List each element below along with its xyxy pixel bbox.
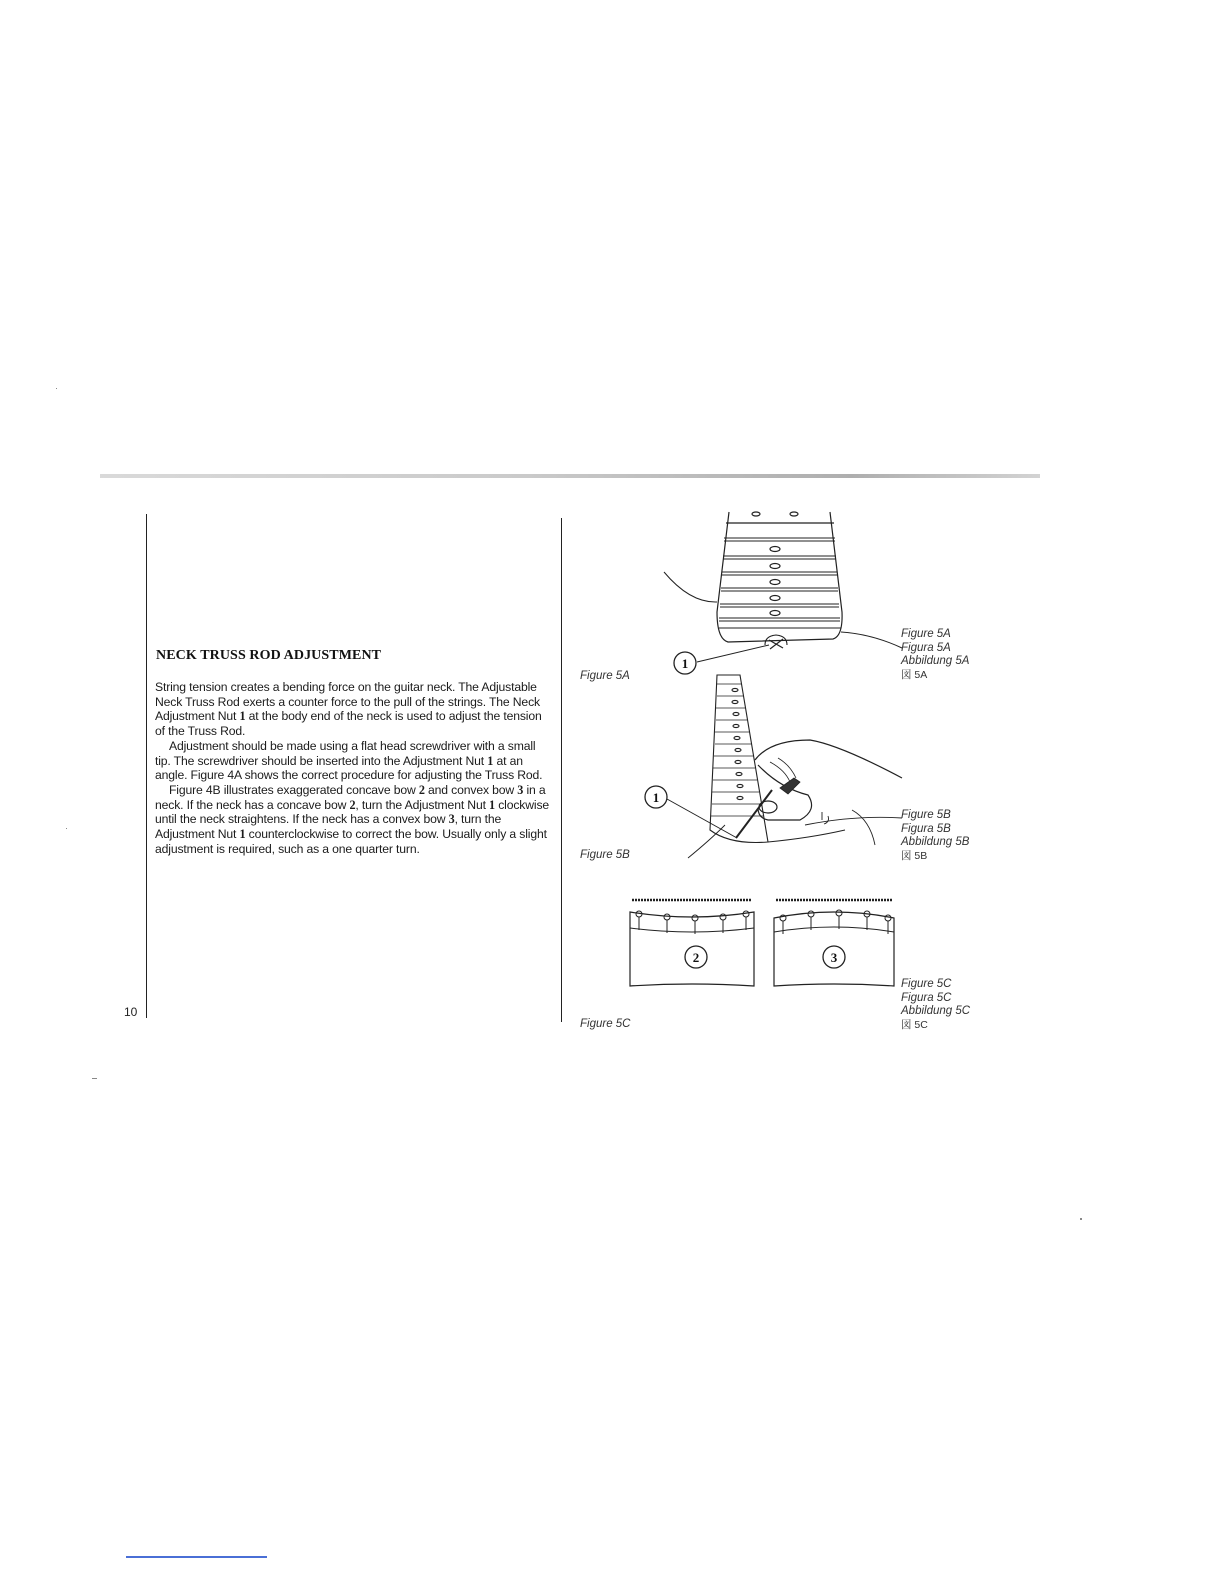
top-divider-rule	[100, 474, 1040, 478]
figure-5c-callout-3: 3	[830, 950, 838, 965]
figure-5c-label: Figure 5C	[580, 1018, 631, 1030]
figure-5c-illustration	[620, 890, 910, 995]
figure-5b-callout-1: 1	[652, 790, 660, 805]
figure-5b-captions: Figure 5B Figura 5B Abbildung 5B 図 5B	[901, 809, 970, 862]
scan-speck	[66, 828, 67, 829]
figure-5b-illustration	[640, 670, 910, 870]
figure-5c-concave-neck	[630, 900, 754, 986]
paragraph-3: Figure 4B illustrates exaggerated concave bow 2 and convex bow 3 in a neck. If the neck has a concave bow 2, turn the Adjustment Nut 1 clockwise until the neck straightens. If the neck has a convex bow 3, turn the Adjustment Nut 1 counterclockwise to correct the bow. Usually only a slight adjustment is required, such as a one quarter turn.	[155, 782, 550, 856]
paragraph-2: Adjustment should be made using a flat head screwdriver with a small tip. The screwdriver should be inserted into the Adjustment Nut 1 at an angle. Figure 4A shows the correct procedure for adjusting the Truss Rod.	[155, 738, 543, 783]
body-text	[155, 680, 551, 856]
figure-5c-captions: Figure 5C Figura 5C Abbildung 5C 図 5C	[901, 978, 971, 1031]
scan-speck	[92, 1078, 97, 1079]
section-title: NECK TRUSS ROD ADJUSTMENT	[156, 648, 382, 663]
figure-5b-label: Figure 5B	[580, 849, 630, 861]
figure-5a-callout-1: 1	[681, 656, 689, 671]
figure-5c-callout-2: 2	[692, 950, 700, 965]
figure-5a-illustration	[640, 508, 910, 673]
page-number: 10	[124, 1005, 138, 1019]
column-divider-rule	[561, 518, 562, 1022]
figure-5c-convex-neck	[774, 900, 894, 986]
figure-5a-label: Figure 5A	[580, 670, 630, 682]
left-margin-rule	[146, 514, 147, 1018]
figure-5a-captions: Figure 5A Figura 5A Abbildung 5A 図 5A	[901, 628, 970, 681]
footer-line	[126, 1556, 267, 1558]
scan-speck	[1080, 1218, 1082, 1220]
paragraph-1: String tension creates a bending force on the guitar neck. The Adjustable Neck Truss Rod exerts a counter force to the pull of the strings. The Neck Adjustment Nut 1 at the body end of the neck is used to adjust the tension of the Truss Rod.	[155, 680, 542, 739]
scan-speck	[56, 388, 57, 389]
